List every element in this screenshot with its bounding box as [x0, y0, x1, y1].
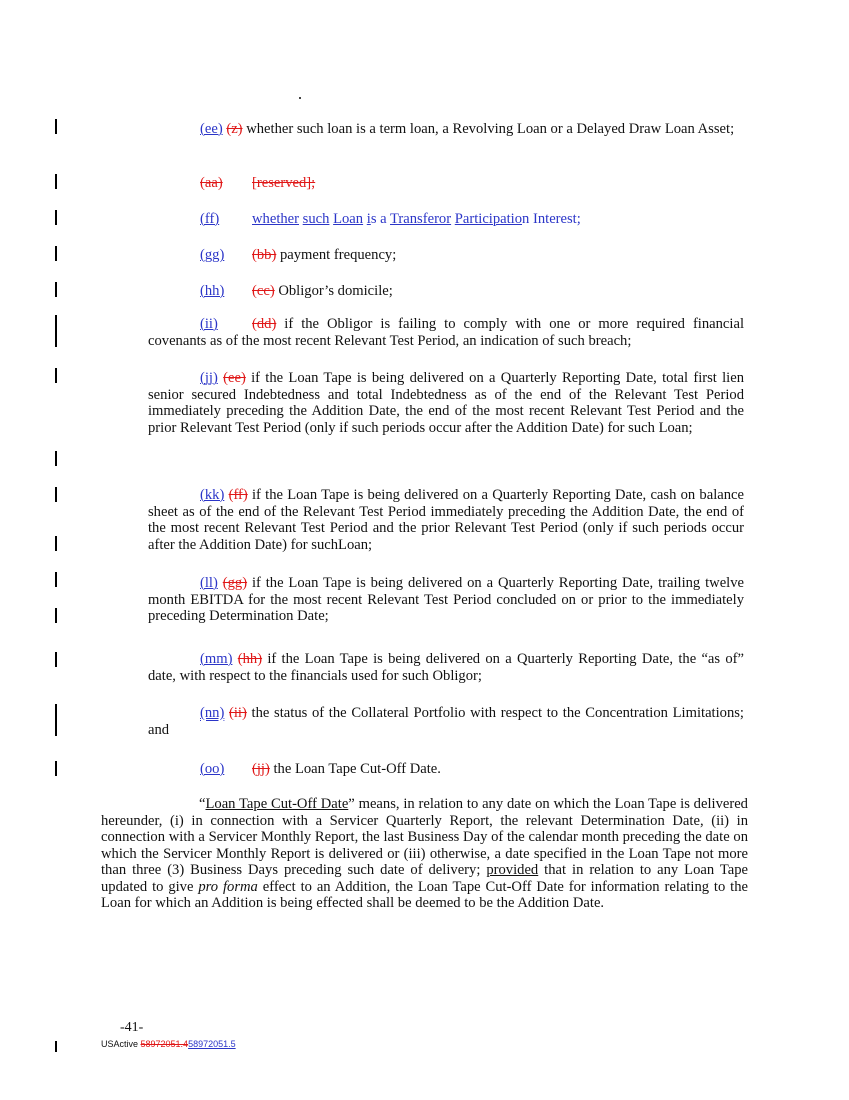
- item-text: the Loan Tape Cut-Off Date.: [269, 761, 441, 777]
- change-bar: [55, 487, 57, 502]
- inserted-label: (oo): [200, 761, 225, 777]
- inserted-word: Loan: [333, 211, 364, 227]
- inserted-word: i: [366, 211, 371, 227]
- page-number: -41-: [120, 1020, 144, 1035]
- inserted-label: (nn): [200, 705, 225, 721]
- item-text: if the Obligor is failing to comply with one or more required financial covenants as of the most recent Relevant Test Period, an indication of such breach;: [148, 316, 744, 349]
- change-bar: [55, 451, 57, 466]
- change-bar: [55, 536, 57, 551]
- list-item-oo: [148, 761, 744, 778]
- inserted-word: Transferor: [390, 211, 452, 227]
- change-bar: [55, 1041, 57, 1052]
- change-bar: [55, 246, 57, 261]
- deleted-label: (ee): [223, 370, 246, 386]
- inserted-label: (ee): [200, 121, 223, 137]
- change-bar: [55, 315, 57, 347]
- change-bar: [55, 119, 57, 134]
- list-item-nn: [148, 705, 744, 738]
- deleted-text: [reserved];: [252, 175, 316, 191]
- deleted-label: (hh): [237, 651, 263, 667]
- deleted-label: (dd): [252, 316, 277, 332]
- deleted-label: (gg): [222, 575, 248, 591]
- inserted-label: (jj): [200, 370, 218, 386]
- change-bar: [55, 652, 57, 667]
- inserted-label: (gg): [200, 247, 225, 263]
- definition-text: ” means, in relation to any date on which the Loan Tape is delivered hereunder, (i) in connection with a Servicer Quarterly Report, the relevant Determination Date, (ii) in connection with a Servicer Monthly Report, the last Business Day of the calendar month preceding the date on which the Servicer Monthly Report is delivered or (iii) otherwise, a date specified in the Loan Tape not more than three (3) Business Days preceding such date of delivery;: [101, 796, 748, 878]
- change-bar: [55, 608, 57, 623]
- item-text: Obligor’s domicile;: [274, 283, 393, 299]
- deleted-label: (ii): [229, 705, 247, 721]
- item-text: if the Loan Tape is being delivered on a Quarterly Reporting Date, trailing twelve month EBITDA for the most recent Relevant Test Period concluded on or prior to the immediately preceding Determination Date;: [148, 575, 744, 624]
- inserted-word: s a: [370, 211, 391, 227]
- item-text: payment frequency;: [276, 247, 397, 263]
- inserted-label: (ll): [200, 575, 218, 591]
- inserted-word: whether: [252, 211, 300, 227]
- list-item-ii: [148, 316, 744, 349]
- item-text: if the Loan Tape is being delivered on a Quarterly Reporting Date, the “as of” date, with respect to the financials used for such Obligor;: [148, 651, 745, 684]
- old-doc-id: 58972051.4: [140, 1039, 189, 1049]
- change-bar: [55, 368, 57, 383]
- defined-term: Loan Tape Cut-Off Date: [205, 796, 349, 812]
- inserted-label: (hh): [200, 283, 225, 299]
- inserted-label: (mm): [200, 651, 233, 667]
- list-item-gg: [148, 247, 744, 264]
- list-item-ll: [148, 575, 744, 625]
- change-bar: [55, 210, 57, 225]
- inserted-word: such: [302, 211, 330, 227]
- item-text: if the Loan Tape is being delivered on a Quarterly Reporting Date, total first lien senior secured Indebtedness and total Indebtedness as of the end of the Relevant Test Period immediately preceding the Addition Date, the end of the most recent Relevant Test Period and the prior Relevant Test Period (only if such periods occur after the Addition Date) for such Loan;: [148, 370, 745, 436]
- pro-forma-italic: pro forma: [198, 878, 258, 895]
- list-item-ff: [148, 211, 744, 228]
- deleted-label: (z): [226, 121, 243, 137]
- document-id: [101, 1039, 236, 1049]
- list-item-hh: [148, 283, 744, 300]
- new-doc-id: 58972051.5: [188, 1039, 236, 1049]
- change-bar: [55, 174, 57, 189]
- change-bar: [55, 704, 57, 736]
- definition-text: effect to an Addition, the Loan Tape Cut-Off Date for information relating to the Loan for which an Addition is being effected shall be deemed to be the Addition Date.: [101, 878, 748, 911]
- decorative-dot: [299, 97, 301, 99]
- change-bar: [55, 282, 57, 297]
- list-item-kk: [148, 487, 744, 553]
- inserted-word: Participatio: [454, 211, 523, 227]
- definition-paragraph: [101, 796, 748, 912]
- item-text: whether such loan is a term loan, a Revolving Loan or a Delayed Draw Loan Asset;: [242, 121, 735, 137]
- deleted-label: (aa): [200, 175, 223, 191]
- item-text: the status of the Collateral Portfolio with respect to the Concentration Limitations; and: [148, 705, 744, 738]
- list-item-mm: [148, 651, 744, 684]
- inserted-label: (ff): [200, 211, 220, 227]
- inserted-label: (kk): [200, 487, 225, 503]
- deleted-label: (jj): [252, 761, 270, 777]
- list-item-ee: [148, 121, 744, 138]
- deleted-label: (ff): [228, 487, 248, 503]
- inserted-word: n Interest;: [522, 211, 581, 227]
- list-item-aa: [148, 175, 744, 192]
- doc-prefix: USActive: [101, 1039, 141, 1049]
- inserted-label: (ii): [200, 316, 218, 332]
- open-quote: “: [199, 796, 206, 812]
- change-bar: [55, 761, 57, 776]
- item-text: if the Loan Tape is being delivered on a Quarterly Reporting Date, cash on balance sheet as of the end of the Relevant Test Period immediately preceding the Addition Date, the end of the most recent Relevant Test Period and the prior Relevant Test Period (only if such periods occur after the Addition Date) for suchLoan;: [148, 487, 744, 553]
- change-bar: [55, 572, 57, 587]
- deleted-label: (cc): [252, 283, 275, 299]
- list-item-jj: [148, 370, 744, 436]
- deleted-label: (bb): [252, 247, 277, 263]
- provided-word: provided: [486, 862, 539, 878]
- definition-text: that in relation to any Loan Tape updated to give: [101, 862, 748, 895]
